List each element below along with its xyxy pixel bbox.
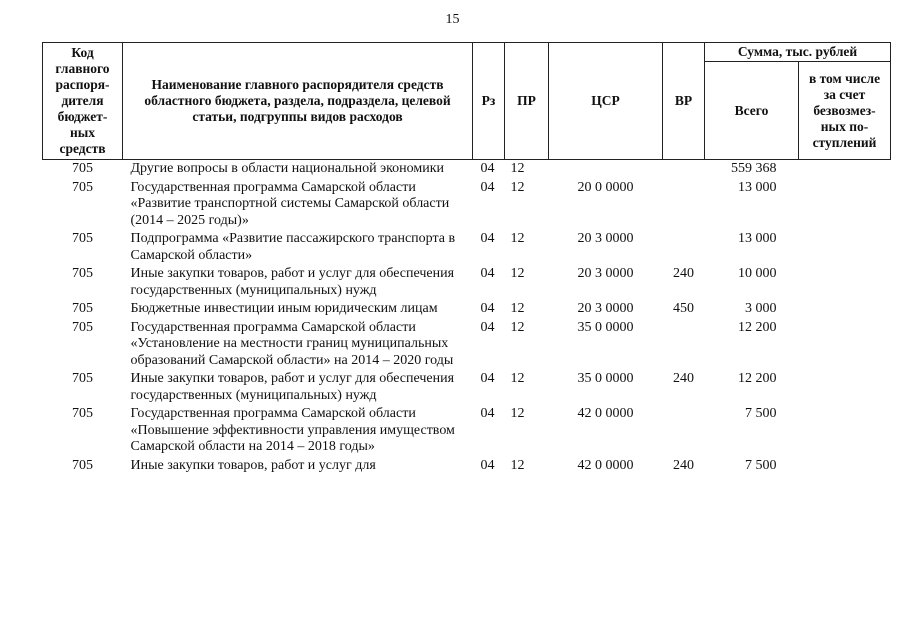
table-row — [43, 300, 891, 319]
gratuitous-cell — [799, 405, 891, 457]
name-cell: Другие вопросы в области национальной экономики — [130, 161, 445, 176]
rz-cell: 04 — [480, 406, 495, 421]
csr-cell — [549, 160, 663, 179]
rz-cell: 04 — [480, 457, 495, 473]
rz-cell: 04 — [480, 179, 495, 195]
gratuitous-cell — [799, 265, 891, 300]
code-cell: 705 — [72, 319, 93, 335]
header-vr: ВР — [663, 43, 705, 160]
code-cell: 705 — [72, 406, 93, 421]
pr-cell: 12 — [510, 301, 525, 316]
table-row — [43, 405, 891, 457]
table-row — [43, 179, 891, 231]
name-cell: Государственная программа Самарской области «Развитие транспортной системы Самарской области (2014 – 2025 годы)» — [130, 179, 450, 228]
name-cell: Государственная программа Самарской области «Установление на местности границ муниципальных образований Самарской области» на 2014 – 2020 годы — [130, 319, 454, 368]
total-cell: 7 500 — [745, 406, 777, 421]
csr-cell: 20 3 0000 — [577, 266, 634, 281]
code-cell: 705 — [72, 179, 93, 195]
total-cell: 13 000 — [738, 231, 777, 246]
pr-cell: 12 — [510, 161, 525, 176]
table-row — [43, 265, 891, 300]
header-pr: ПР — [505, 43, 549, 160]
rz-cell: 04 — [480, 161, 495, 176]
rz-cell: 04 — [480, 371, 495, 386]
pr-cell: 12 — [510, 406, 525, 421]
rz-cell: 04 — [480, 301, 495, 316]
table-body — [43, 160, 891, 476]
vr-cell: 240 — [673, 266, 694, 281]
header-name: Наименование главного распорядителя средств областного бюджета, раздела, подраздела, целевой статьи, подгруппы видов расходов — [123, 43, 473, 160]
csr-cell: 20 0 0000 — [577, 179, 634, 195]
rz-cell: 04 — [480, 319, 495, 335]
table-row — [43, 160, 891, 179]
code-cell: 705 — [72, 266, 93, 281]
code-cell: 705 — [72, 457, 93, 473]
table-row — [43, 319, 891, 371]
gratuitous-cell — [799, 319, 891, 371]
total-cell: 559 368 — [731, 161, 777, 176]
pr-cell: 12 — [510, 231, 525, 246]
name-cell: Государственная программа Самарской области «Повышение эффективности управления имуществом Самарской области на 2014 – 2018 годы» — [130, 406, 455, 454]
csr-cell: 20 3 0000 — [577, 301, 634, 316]
rz-cell: 04 — [480, 266, 495, 281]
code-cell: 705 — [72, 371, 93, 386]
header-rz: Рз — [473, 43, 505, 160]
code-cell: 705 — [72, 301, 93, 316]
table-row — [43, 457, 891, 476]
header-code: Код главного распоря-дителя бюджет-ных средств — [43, 43, 123, 160]
total-cell: 7 500 — [745, 457, 777, 473]
total-cell: 3 000 — [745, 301, 777, 316]
total-cell: 10 000 — [738, 266, 777, 281]
csr-cell: 35 0 0000 — [577, 319, 634, 335]
header-sum-group: Сумма, тыс. рублей — [705, 43, 891, 62]
gratuitous-cell — [799, 370, 891, 405]
csr-cell: 42 0 0000 — [577, 457, 634, 473]
page-number: 15 — [445, 12, 460, 27]
vr-cell: 450 — [673, 301, 694, 316]
code-cell: 705 — [72, 161, 93, 176]
gratuitous-cell — [799, 160, 891, 179]
gratuitous-cell — [799, 179, 891, 231]
csr-cell: 42 0 0000 — [577, 406, 634, 421]
name-cell: Иные закупки товаров, работ и услуг для — [130, 457, 376, 473]
csr-cell: 35 0 0000 — [577, 371, 634, 386]
rz-cell: 04 — [480, 231, 495, 246]
table-row — [43, 370, 891, 405]
name-cell: Иные закупки товаров, работ и услуг для обеспечения государственных (муниципальных) нужд — [130, 371, 455, 403]
header-csr: ЦСР — [549, 43, 663, 160]
code-cell: 705 — [72, 231, 93, 246]
pr-cell: 12 — [510, 179, 525, 195]
vr-cell — [663, 319, 705, 371]
gratuitous-cell — [799, 300, 891, 319]
total-cell: 12 200 — [738, 319, 777, 335]
name-cell: Иные закупки товаров, работ и услуг для обеспечения государственных (муниципальных) нужд — [130, 266, 455, 298]
header-total: Всего — [705, 62, 799, 160]
table-header — [43, 43, 891, 160]
vr-cell — [663, 405, 705, 457]
pr-cell: 12 — [510, 457, 525, 473]
name-cell: Бюджетные инвестиции иным юридическим лицам — [130, 301, 438, 316]
header-gratuitous: в том числе за счет безвозмез-ных по-ступлений — [799, 62, 891, 160]
pr-cell: 12 — [510, 319, 525, 335]
gratuitous-cell — [799, 230, 891, 265]
total-cell: 13 000 — [738, 179, 777, 195]
vr-cell — [663, 230, 705, 265]
csr-cell: 20 3 0000 — [577, 231, 634, 246]
name-cell: Подпрограмма «Развитие пассажирского транспорта в Самарской области» — [130, 231, 456, 263]
gratuitous-cell — [799, 457, 891, 476]
vr-cell: 240 — [673, 457, 694, 473]
table-row — [43, 230, 891, 265]
pr-cell: 12 — [510, 266, 525, 281]
vr-cell: 240 — [673, 371, 694, 386]
pr-cell: 12 — [510, 371, 525, 386]
total-cell: 12 200 — [738, 371, 777, 386]
budget-table — [42, 42, 891, 475]
vr-cell — [663, 160, 705, 179]
vr-cell — [663, 179, 705, 231]
